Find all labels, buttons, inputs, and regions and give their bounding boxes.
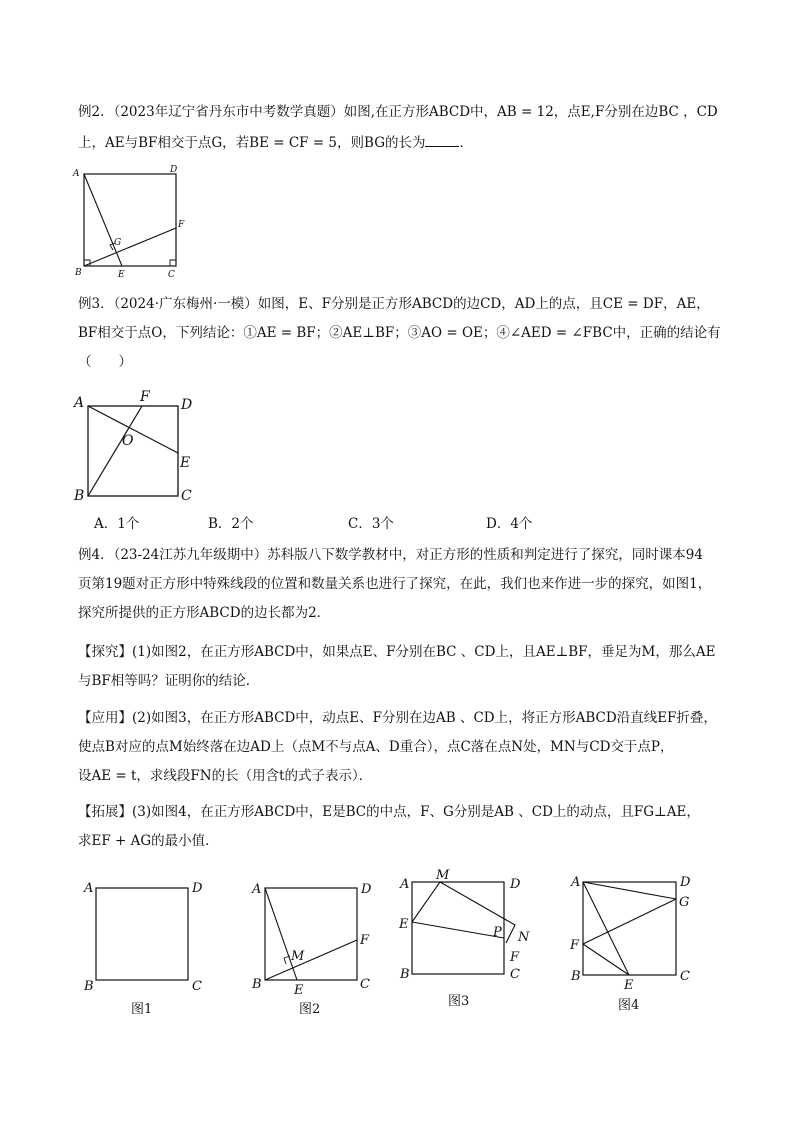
fig2-label-f: F <box>360 933 370 948</box>
extend-line1: 【拓展】(3)如图4，在正方形ABCD中，E是BC的中点，F、G分别是AB 、CD上的动点，且FG⊥AE， <box>78 804 700 820</box>
fig4-label-g: G <box>679 895 690 910</box>
fig1-label-a: A <box>84 881 94 896</box>
example4-line2: 页第19题对正方形中特殊线段的位置和数量关系也进行了探究，在此，我们也来作进一步的探究，如图1， <box>78 576 712 592</box>
fig4-label-b: B <box>571 969 581 984</box>
fig2-label-d: D <box>361 882 372 897</box>
fig4-label-c: C <box>680 969 690 984</box>
fig4-label-e: E <box>624 978 634 993</box>
ex3-label-d: D <box>181 397 193 413</box>
option-a: A．1个 <box>94 516 140 532</box>
apply-line2: 使点B对应的点M始终落在边AD上（点M不与点A、D重合），点C落在点N处，MN与CD交于点P， <box>78 739 674 755</box>
explore-line2: 与BF相等吗？证明你的结论． <box>78 673 260 689</box>
option-b: B．2个 <box>208 516 254 532</box>
example2-line2-text: 上，AE与BF相交于点G，若BE = CF = 5，则BG的长为 <box>78 135 426 151</box>
fig3-label-e: E <box>399 917 409 932</box>
ex2-label-b: B <box>75 268 82 278</box>
example2-line2-end: ． <box>459 135 473 151</box>
ex2-label-a: A <box>73 169 80 179</box>
fig4-label-a: A <box>571 875 581 890</box>
fig2-caption: 图2 <box>299 1002 321 1017</box>
figure-1 <box>82 876 207 1001</box>
fig2-label-a: A <box>252 882 262 897</box>
ex3-label-f: F <box>140 389 150 405</box>
ex2-label-c: C <box>168 270 175 280</box>
example4-line1: 例4．（23-24江苏九年级期中）苏科版八下数学教材中，对正方形的性质和判定进行了探究，同时课本94 <box>78 547 703 563</box>
example2-line1: 例2．（2023年辽宁省丹东市中考数学真题）如图,在正方形ABCD中，AB = 12，点E,F分别在边BC ，CD <box>78 104 718 120</box>
fig3-label-b: B <box>400 967 410 982</box>
fig4-label-d: D <box>680 875 691 890</box>
figure-3 <box>396 866 536 996</box>
example3-line1: 例3．（2024·广东梅州·一模）如图，E、F分别是正方形ABCD的边CD，AD上的点，且CE = DF，AE， <box>78 296 710 312</box>
fig2-label-m: M <box>291 949 305 964</box>
ex3-label-b: B <box>74 488 85 504</box>
fig1-label-b: B <box>84 979 94 994</box>
fig3-label-c: C <box>510 967 520 982</box>
fig4-label-f: F <box>570 938 580 953</box>
apply-line3: 设AE = t，求线段FN的长（用含t的式子表示）． <box>78 768 373 784</box>
ex3-label-c: C <box>181 488 192 504</box>
fig3-label-p: P <box>493 925 502 940</box>
fig1-label-c: C <box>192 979 202 994</box>
ex2-label-f: F <box>178 220 185 230</box>
figure-4 <box>566 866 706 996</box>
fig3-label-n: N <box>518 930 530 945</box>
ex3-label-o: O <box>122 433 134 449</box>
answer-blank <box>425 132 459 147</box>
fig4-caption: 图4 <box>618 998 640 1013</box>
example3-line2: BF相交于点O，下列结论：①AE = BF；②AE⊥BF；③AO = OE；④∠AED = ∠FBC中，正确的结论有 <box>78 325 721 341</box>
apply-line1: 【应用】(2)如图3，在正方形ABCD中，动点E、F分别在边AB 、CD上，将正方形ABCD沿直线EF折叠， <box>78 710 717 726</box>
fig2-label-c: C <box>360 977 370 992</box>
fig1-label-d: D <box>192 881 203 896</box>
fig3-label-d: D <box>510 877 521 892</box>
option-c: C．3个 <box>348 516 394 532</box>
ex3-label-e: E <box>180 455 191 471</box>
fig3-label-m: M <box>436 868 450 883</box>
example4-line3: 探究所提供的正方形ABCD的边长都为2． <box>78 605 331 621</box>
fig2-label-b: B <box>252 977 262 992</box>
fig3-label-f: F <box>510 950 520 965</box>
example3-line3: （ ） <box>78 354 132 370</box>
figure-example2 <box>70 165 190 280</box>
ex3-label-a: A <box>74 395 85 411</box>
ex2-label-d: D <box>170 165 178 175</box>
figure-example3 <box>70 385 200 505</box>
ex2-label-g: G <box>114 238 122 248</box>
option-d: D．4个 <box>486 516 533 532</box>
ex2-label-e: E <box>118 270 125 280</box>
explore-line1: 【探究】(1)如图2，在正方形ABCD中，如果点E、F分别在BC 、CD上，且AE⊥BF，垂足为M，那么AE <box>78 644 716 660</box>
fig3-caption: 图3 <box>448 994 470 1009</box>
extend-line2: 求EF + AG的最小值． <box>78 833 219 849</box>
example2-line2 <box>78 132 473 153</box>
fig3-label-a: A <box>400 877 410 892</box>
fig1-caption: 图1 <box>131 1002 153 1017</box>
fig2-label-e: E <box>294 983 304 998</box>
figure-2 <box>248 876 378 1001</box>
